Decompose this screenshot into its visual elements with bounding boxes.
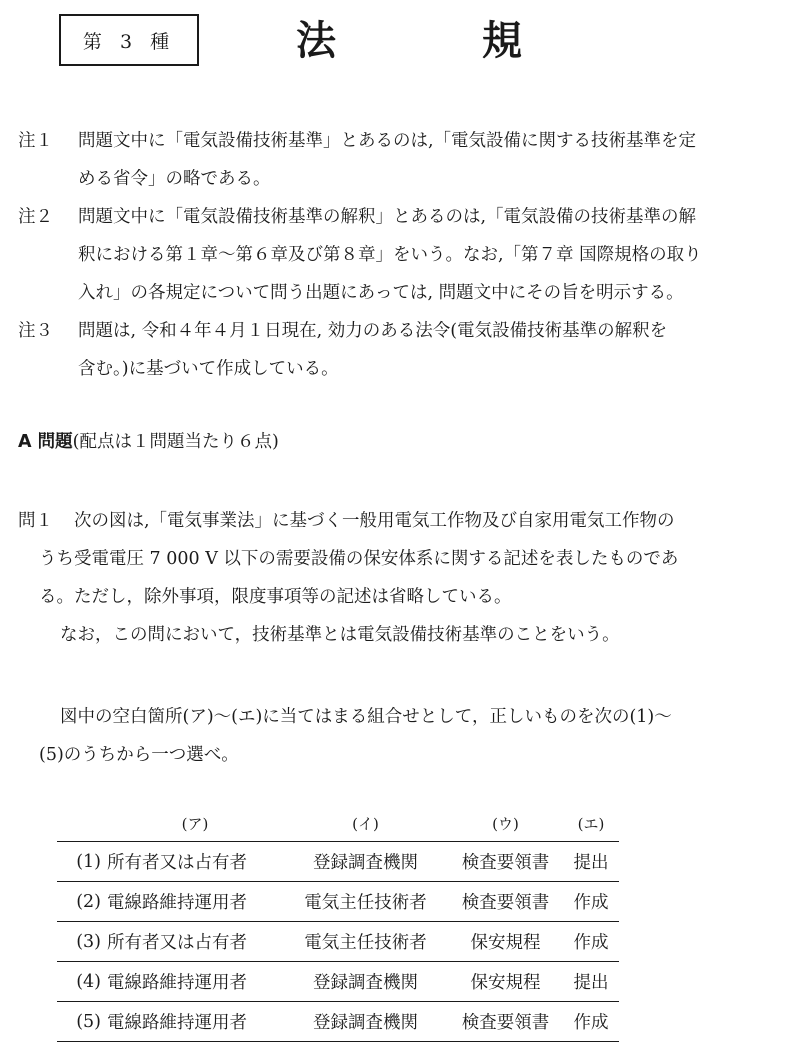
cell: 登録調査機関 xyxy=(283,1002,448,1042)
cell: 電線路維持運用者 xyxy=(107,962,283,1002)
cell: 検査要領書 xyxy=(448,1002,563,1042)
note-line: 問題文中に「電気設備技術基準」とあるのは,「電気設備に関する技術基準を定 xyxy=(78,131,697,151)
section-label: A 問題 xyxy=(18,432,73,452)
note-line: める省令」の略である。 xyxy=(78,169,271,189)
cell: 保安規程 xyxy=(448,962,563,1002)
category-badge: 第 3 種 xyxy=(59,14,199,66)
cell: 登録調査機関 xyxy=(283,962,448,1002)
header-cell xyxy=(57,805,107,842)
cell: 電線路維持運用者 xyxy=(107,882,283,922)
note-line: 含む。)に基づいて作成している。 xyxy=(78,359,339,379)
table-row xyxy=(57,882,619,922)
table-row xyxy=(57,1002,619,1042)
note-line: 入れ」の各規定について問う出題にあっては, 問題文中にその旨を明示する。 xyxy=(78,283,684,303)
question-line: なお，この問において，技術基準とは電気設備技術基準のことをいう。 xyxy=(60,625,620,645)
note-line: 釈における第１章～第６章及び第８章」をいう。なお,「第７章 国際規格の取り xyxy=(78,245,702,265)
question-text xyxy=(18,502,778,654)
instruction-line: (5)のうちから一つ選べ。 xyxy=(39,745,239,765)
table-row xyxy=(57,962,619,1002)
note-line: 問題は, 令和４年４月１日現在, 効力のある法令(電気設備技術基準の解釈を xyxy=(78,321,668,341)
cell: 電気主任技術者 xyxy=(283,922,448,962)
option-number: (1) xyxy=(57,842,107,882)
cell: 作成 xyxy=(563,922,619,962)
cell: 所有者又は占有者 xyxy=(107,922,283,962)
notes-section xyxy=(18,122,778,388)
cell: 提出 xyxy=(563,962,619,1002)
section-heading xyxy=(18,428,279,453)
page-title xyxy=(296,14,522,68)
answer-options-table xyxy=(57,805,619,1042)
title-char-2: 規 xyxy=(482,18,522,64)
cell: 作成 xyxy=(563,882,619,922)
question-line: る。ただし，除外事項，限度事項等の記述は省略している。 xyxy=(39,587,512,607)
note-1 xyxy=(18,122,778,198)
note-3 xyxy=(18,312,778,388)
table-row xyxy=(57,922,619,962)
note-2 xyxy=(18,198,778,312)
note-line: 問題文中に「電気設備技術基準の解釈」とあるのは,「電気設備の技術基準の解 xyxy=(78,207,697,227)
header-cell: (イ) xyxy=(352,814,379,833)
cell: 登録調査機関 xyxy=(283,842,448,882)
table-header-row xyxy=(57,805,619,842)
option-number: (2) xyxy=(57,882,107,922)
note-label: 注１ xyxy=(18,131,53,151)
note-label: 注３ xyxy=(18,321,53,341)
note-label: 注２ xyxy=(18,207,53,227)
cell: 電線路維持運用者 xyxy=(107,1002,283,1042)
cell: 検査要領書 xyxy=(448,882,563,922)
cell: 所有者又は占有者 xyxy=(107,842,283,882)
cell: 電気主任技術者 xyxy=(283,882,448,922)
cell: 提出 xyxy=(563,842,619,882)
header-cell: (ウ) xyxy=(492,814,519,833)
option-number: (3) xyxy=(57,922,107,962)
table-row xyxy=(57,842,619,882)
question-line: 次の図は,「電気事業法」に基づく一般用電気工作物及び自家用電気工作物の xyxy=(74,511,675,531)
header-cell: (エ) xyxy=(577,814,605,833)
instruction-line: 図中の空白箇所(ア)～(エ)に当てはまる組合せとして，正しいものを次の(1)～ xyxy=(60,707,672,727)
option-number: (5) xyxy=(57,1002,107,1042)
cell: 作成 xyxy=(563,1002,619,1042)
cell: 保安規程 xyxy=(448,922,563,962)
title-char-1: 法 xyxy=(296,18,336,64)
question-instruction xyxy=(18,698,778,774)
cell: 検査要領書 xyxy=(448,842,563,882)
section-note: (配点は１問題当たり６点) xyxy=(72,432,279,452)
option-number: (4) xyxy=(57,962,107,1002)
question-number: 問１ xyxy=(18,511,53,531)
header-cell: (ア) xyxy=(181,814,209,833)
question-line: うち受電電圧 7 000 V 以下の需要設備の保安体系に関する記述を表したものであ xyxy=(39,549,679,569)
